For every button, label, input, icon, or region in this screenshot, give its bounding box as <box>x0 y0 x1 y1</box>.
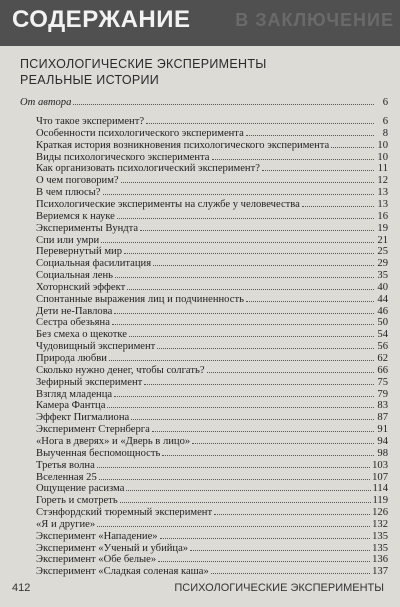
toc-entry-page: 19 <box>377 222 388 234</box>
dot-leader <box>246 292 374 302</box>
dot-leader <box>97 517 370 527</box>
toc-entry-page: 107 <box>372 471 388 483</box>
toc-entry <box>36 564 388 577</box>
toc-entry-page: 98 <box>377 447 388 459</box>
toc-entry-page: 13 <box>377 198 388 210</box>
toc-entry-title: Эксперимент «Ученый и убийца» <box>36 542 189 554</box>
dot-leader <box>192 434 374 444</box>
dot-leader <box>99 470 370 480</box>
toc-entry-page: 54 <box>377 329 388 341</box>
toc-entry-title: Без смеха о щекотке <box>36 329 128 341</box>
toc-entry-title: Эксперимент Стернберга <box>36 424 150 436</box>
dot-leader <box>101 233 374 243</box>
toc-entry-title: Третья волна <box>36 459 95 471</box>
toc-entry-page: 66 <box>377 364 388 376</box>
dot-leader <box>114 387 374 397</box>
toc-entry-page: 25 <box>377 246 388 258</box>
toc-entry-title: Вериемся к науке <box>36 210 115 222</box>
toc-entry-page: 136 <box>372 554 388 566</box>
toc-entry-title: Эксперименты Вундта <box>36 222 139 234</box>
dot-leader <box>112 315 374 325</box>
toc-entry-page: 6 <box>382 116 388 127</box>
toc-entry-page: 94 <box>377 435 388 447</box>
toc-entry-title: От автора <box>20 97 72 108</box>
toc-entry-page: 135 <box>372 542 388 554</box>
toc-entry-page: 11 <box>377 163 388 175</box>
toc-entry-title: Хоторнский эффект <box>36 281 126 293</box>
toc-entry-page: 40 <box>377 281 388 293</box>
dot-leader <box>262 161 374 171</box>
toc-entry-title: В чем плюсы? <box>36 187 101 199</box>
toc-entry-page: 132 <box>372 518 388 530</box>
toc-entry-title: Ощущение расизма <box>36 483 125 495</box>
toc-entry-title: «Я и другие» <box>36 518 96 530</box>
toc-entry-page: 35 <box>377 270 388 282</box>
toc-entry-title: О чем поговорим? <box>36 175 119 187</box>
toc-entry <box>20 95 388 108</box>
toc-entry-page: 29 <box>377 258 388 270</box>
dot-leader <box>246 126 374 136</box>
dot-leader <box>190 541 370 551</box>
dot-leader <box>127 280 374 290</box>
footer-running-title: ПСИХОЛОГИЧЕСКИЕ ЭКСПЕРИМЕНТЫ <box>174 582 384 594</box>
toc-entry-title: Спонтанные выражения лиц и подчиненность <box>36 293 244 305</box>
dot-leader <box>73 95 374 105</box>
dot-leader <box>140 221 374 231</box>
toc-entry-title: Гореть и смотреть <box>36 495 118 507</box>
dot-leader <box>121 173 374 183</box>
toc-entry-title: Спи или умри <box>36 234 100 246</box>
toc-entry-page: 16 <box>377 210 388 222</box>
toc-entry-title: Социальная лень <box>36 270 113 282</box>
toc-entry-title: Сколько нужно денег, чтобы солгать? <box>36 364 205 376</box>
dot-leader <box>207 363 374 373</box>
toc-entry-page: 12 <box>377 175 388 187</box>
toc-entry-page: 91 <box>377 424 388 436</box>
dot-leader <box>331 138 374 148</box>
dot-leader <box>157 339 374 349</box>
toc-entry-page: 119 <box>372 495 388 507</box>
book-title <box>20 56 300 88</box>
toc-entry-page: 83 <box>377 400 388 412</box>
toc-entry-title: Взгляд младенца <box>36 388 113 400</box>
dot-leader <box>152 422 374 432</box>
dot-leader <box>131 410 374 420</box>
toc-entry-page: 87 <box>377 412 388 424</box>
dot-leader <box>212 150 374 160</box>
toc-entry-page: 56 <box>377 341 388 353</box>
toc-entry-title: Особенности психологического эксперимента <box>36 127 244 139</box>
book-title-line-2: РЕАЛЬНЫЕ ИСТОРИИ <box>20 73 160 87</box>
dot-leader <box>211 564 370 574</box>
dot-leader <box>160 529 371 539</box>
toc-entry-title: Виды психологического эксперимента <box>36 151 210 163</box>
toc-entry-page: 6 <box>382 97 388 108</box>
toc-entry-title: Камера Фантца <box>36 400 106 412</box>
dot-leader <box>109 351 374 361</box>
toc-entry-page: 137 <box>372 566 388 578</box>
dot-leader <box>117 209 374 219</box>
toc-entry-page: 62 <box>377 353 388 364</box>
toc-entry-page: 46 <box>377 305 388 317</box>
toc-entry-title: Психологические эксперименты на службе у человечества <box>36 198 300 210</box>
toc-entry-page: 10 <box>377 151 388 163</box>
dot-leader <box>146 114 374 124</box>
toc-entry-title: Эксперимент «Нападение» <box>36 530 158 542</box>
toc-entry-page: 79 <box>377 388 388 400</box>
toc-entry-title: «Нога в дверях» и «Дверь в лицо» <box>36 435 191 447</box>
toc-entry-page: 8 <box>382 127 388 139</box>
toc-entry-page: 126 <box>372 507 388 519</box>
facing-page-heading: В ЗАКЛЮЧЕНИЕ <box>235 10 394 30</box>
dot-leader <box>162 446 374 456</box>
toc-entry-title: Краткая история возникновения психологического эксперимента <box>36 139 330 151</box>
toc-entry-page: 135 <box>372 530 388 542</box>
toc-entry-title: Эффект Пигмалиона <box>36 412 130 424</box>
toc-entry-title: Выученная беспомощность <box>36 447 161 459</box>
toc-entry-title: Зефирный эксперимент <box>36 376 143 388</box>
toc-entry-title: Что такое эксперимент? <box>36 116 145 127</box>
book-title-line-1: ПСИХОЛОГИЧЕСКИЕ ЭКСПЕРИМЕНТЫ <box>20 57 267 71</box>
dot-leader <box>302 197 374 207</box>
toc-entry-title: Перевернутый мир <box>36 246 122 258</box>
dot-leader <box>214 505 370 515</box>
toc-entry-title: Эксперимент «Сладкая соленая каша» <box>36 566 209 578</box>
toc-entry-page: 114 <box>372 483 388 495</box>
page-header <box>0 0 400 46</box>
dot-leader <box>126 481 370 491</box>
toc-entry-page: 75 <box>377 376 388 388</box>
dot-leader <box>107 398 374 408</box>
toc-entry-page: 44 <box>377 293 388 305</box>
toc-entry-title: Социальная фасилитация <box>36 258 152 270</box>
toc-entry-page: 21 <box>377 234 388 246</box>
dot-leader <box>124 244 374 254</box>
toc-entry-page: 13 <box>377 187 388 199</box>
toc-entry-title: Чудовищный эксперимент <box>36 341 156 353</box>
dot-leader <box>144 375 374 385</box>
dot-leader <box>103 185 375 195</box>
dot-leader <box>115 268 374 278</box>
toc-entry-title: Стэнфордский тюремный эксперимент <box>36 507 213 519</box>
toc-entry-title: Вселенная 25 <box>36 471 97 483</box>
toc-entry-title: Сестра обезьяна <box>36 317 110 329</box>
page-title: СОДЕРЖАНИЕ <box>12 6 191 33</box>
dot-leader <box>114 304 374 314</box>
dot-leader <box>120 493 371 503</box>
toc-entry-title: Дети не-Павлова <box>36 305 113 317</box>
dot-leader <box>97 458 370 468</box>
footer-page-number: 412 <box>12 582 31 594</box>
dot-leader <box>129 327 374 337</box>
toc-entry-page: 10 <box>377 139 388 151</box>
dot-leader <box>158 552 370 562</box>
toc-entry-page: 103 <box>372 459 388 471</box>
toc-entry-title: Как организовать психологический эксперимент? <box>36 163 260 175</box>
toc-entry-page: 50 <box>377 317 388 329</box>
toc-entry-title: Эксперимент «Обе белые» <box>36 554 157 566</box>
dot-leader <box>153 256 374 266</box>
toc-entry-title: Природа любви <box>36 353 107 364</box>
